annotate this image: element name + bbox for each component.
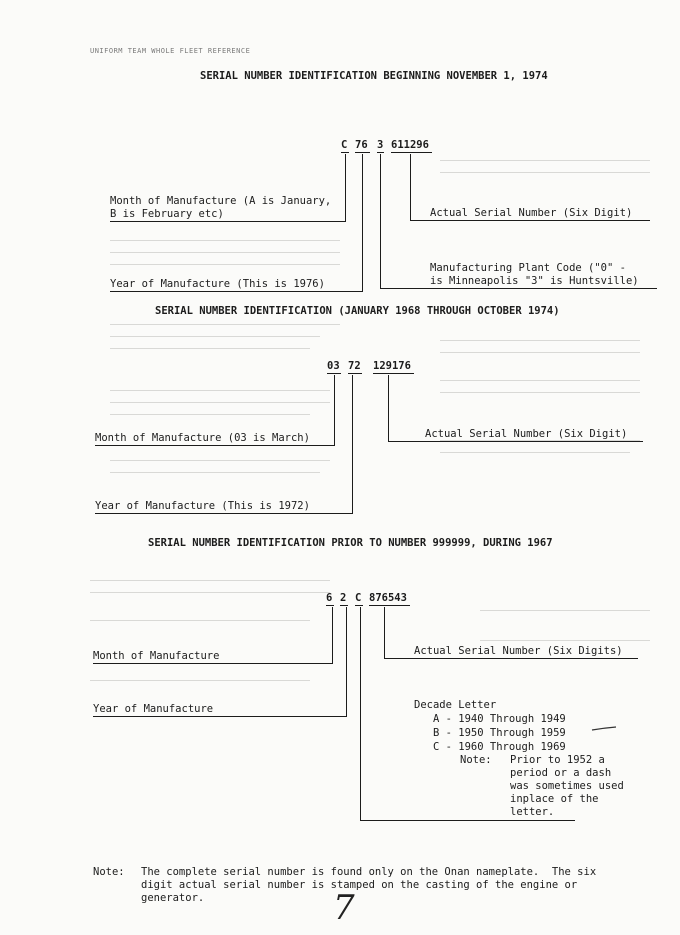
section1-code-plant: 3 (377, 139, 384, 151)
section2-month-label: Month of Manufacture (03 is March) (95, 432, 310, 444)
section2-code-serial: 129176 (373, 360, 411, 372)
section3-year-label: Year of Manufacture (93, 703, 214, 715)
decade-legend-a: A - 1940 Through 1949 (433, 713, 566, 725)
section3-code-year: 2 (340, 592, 347, 604)
section3-code-month: 6 (326, 592, 333, 604)
section1-plant-label-1: Manufacturing Plant Code ("0" - (430, 262, 626, 274)
decade-note-line-1: Prior to 1952 a (510, 754, 605, 766)
section3-code-decade: C (355, 592, 362, 604)
decade-note-label: Note: (460, 754, 492, 766)
decade-note-line-5: letter. (510, 806, 555, 818)
section1-code-month: C (341, 139, 348, 151)
page-number: 7 (333, 888, 355, 928)
section2-code-year: 72 (348, 360, 361, 372)
section3-title: SERIAL NUMBER IDENTIFICATION PRIOR TO NUMBER 999999, DURING 1967 (148, 537, 553, 549)
section1-serial-label: Actual Serial Number (Six Digit) (430, 207, 633, 219)
top-strip-text: UNIFORM TEAM WHOLE FLEET REFERENCE (90, 47, 251, 55)
section1-month-label-2: B is February etc) (110, 208, 224, 220)
decade-note-line-3: was sometimes used (510, 780, 624, 792)
footer-note-line-3: generator. (141, 892, 205, 904)
decade-legend-title: Decade Letter (414, 699, 497, 711)
decade-legend-b: B - 1950 Through 1959 (433, 727, 566, 739)
section3-month-label: Month of Manufacture (93, 650, 220, 662)
decade-legend-c: C - 1960 Through 1969 (433, 741, 566, 753)
footer-note-line-1: The complete serial number is found only on the Onan nameplate. The six (141, 866, 597, 878)
decade-note-line-4: inplace of the (510, 793, 599, 805)
section3-code-serial: 876543 (369, 592, 407, 604)
footer-note-label: Note: (93, 866, 125, 878)
pen-tick-mark (590, 722, 620, 738)
section1-plant-label-2: is Minneapolis "3" is Huntsville) (430, 275, 639, 287)
section2-serial-label: Actual Serial Number (Six Digit) (425, 428, 628, 440)
section2-year-label: Year of Manufacture (This is 1972) (95, 500, 310, 512)
section1-code-serial: 611296 (391, 139, 429, 151)
section2-code-month: 03 (327, 360, 340, 372)
decade-note-line-2: period or a dash (510, 767, 612, 779)
section1-title: SERIAL NUMBER IDENTIFICATION BEGINNING NOVEMBER 1, 1974 (200, 70, 548, 82)
section2-title: SERIAL NUMBER IDENTIFICATION (JANUARY 1968 THROUGH OCTOBER 1974) (155, 305, 560, 317)
section1-month-label-1: Month of Manufacture (A is January, (110, 195, 332, 207)
section1-year-label: Year of Manufacture (This is 1976) (110, 278, 325, 290)
section1-code-year: 76 (355, 139, 368, 151)
footer-note-line-2: digit actual serial number is stamped on the casting of the engine or (141, 879, 578, 891)
section3-serial-label: Actual Serial Number (Six Digits) (414, 645, 623, 657)
